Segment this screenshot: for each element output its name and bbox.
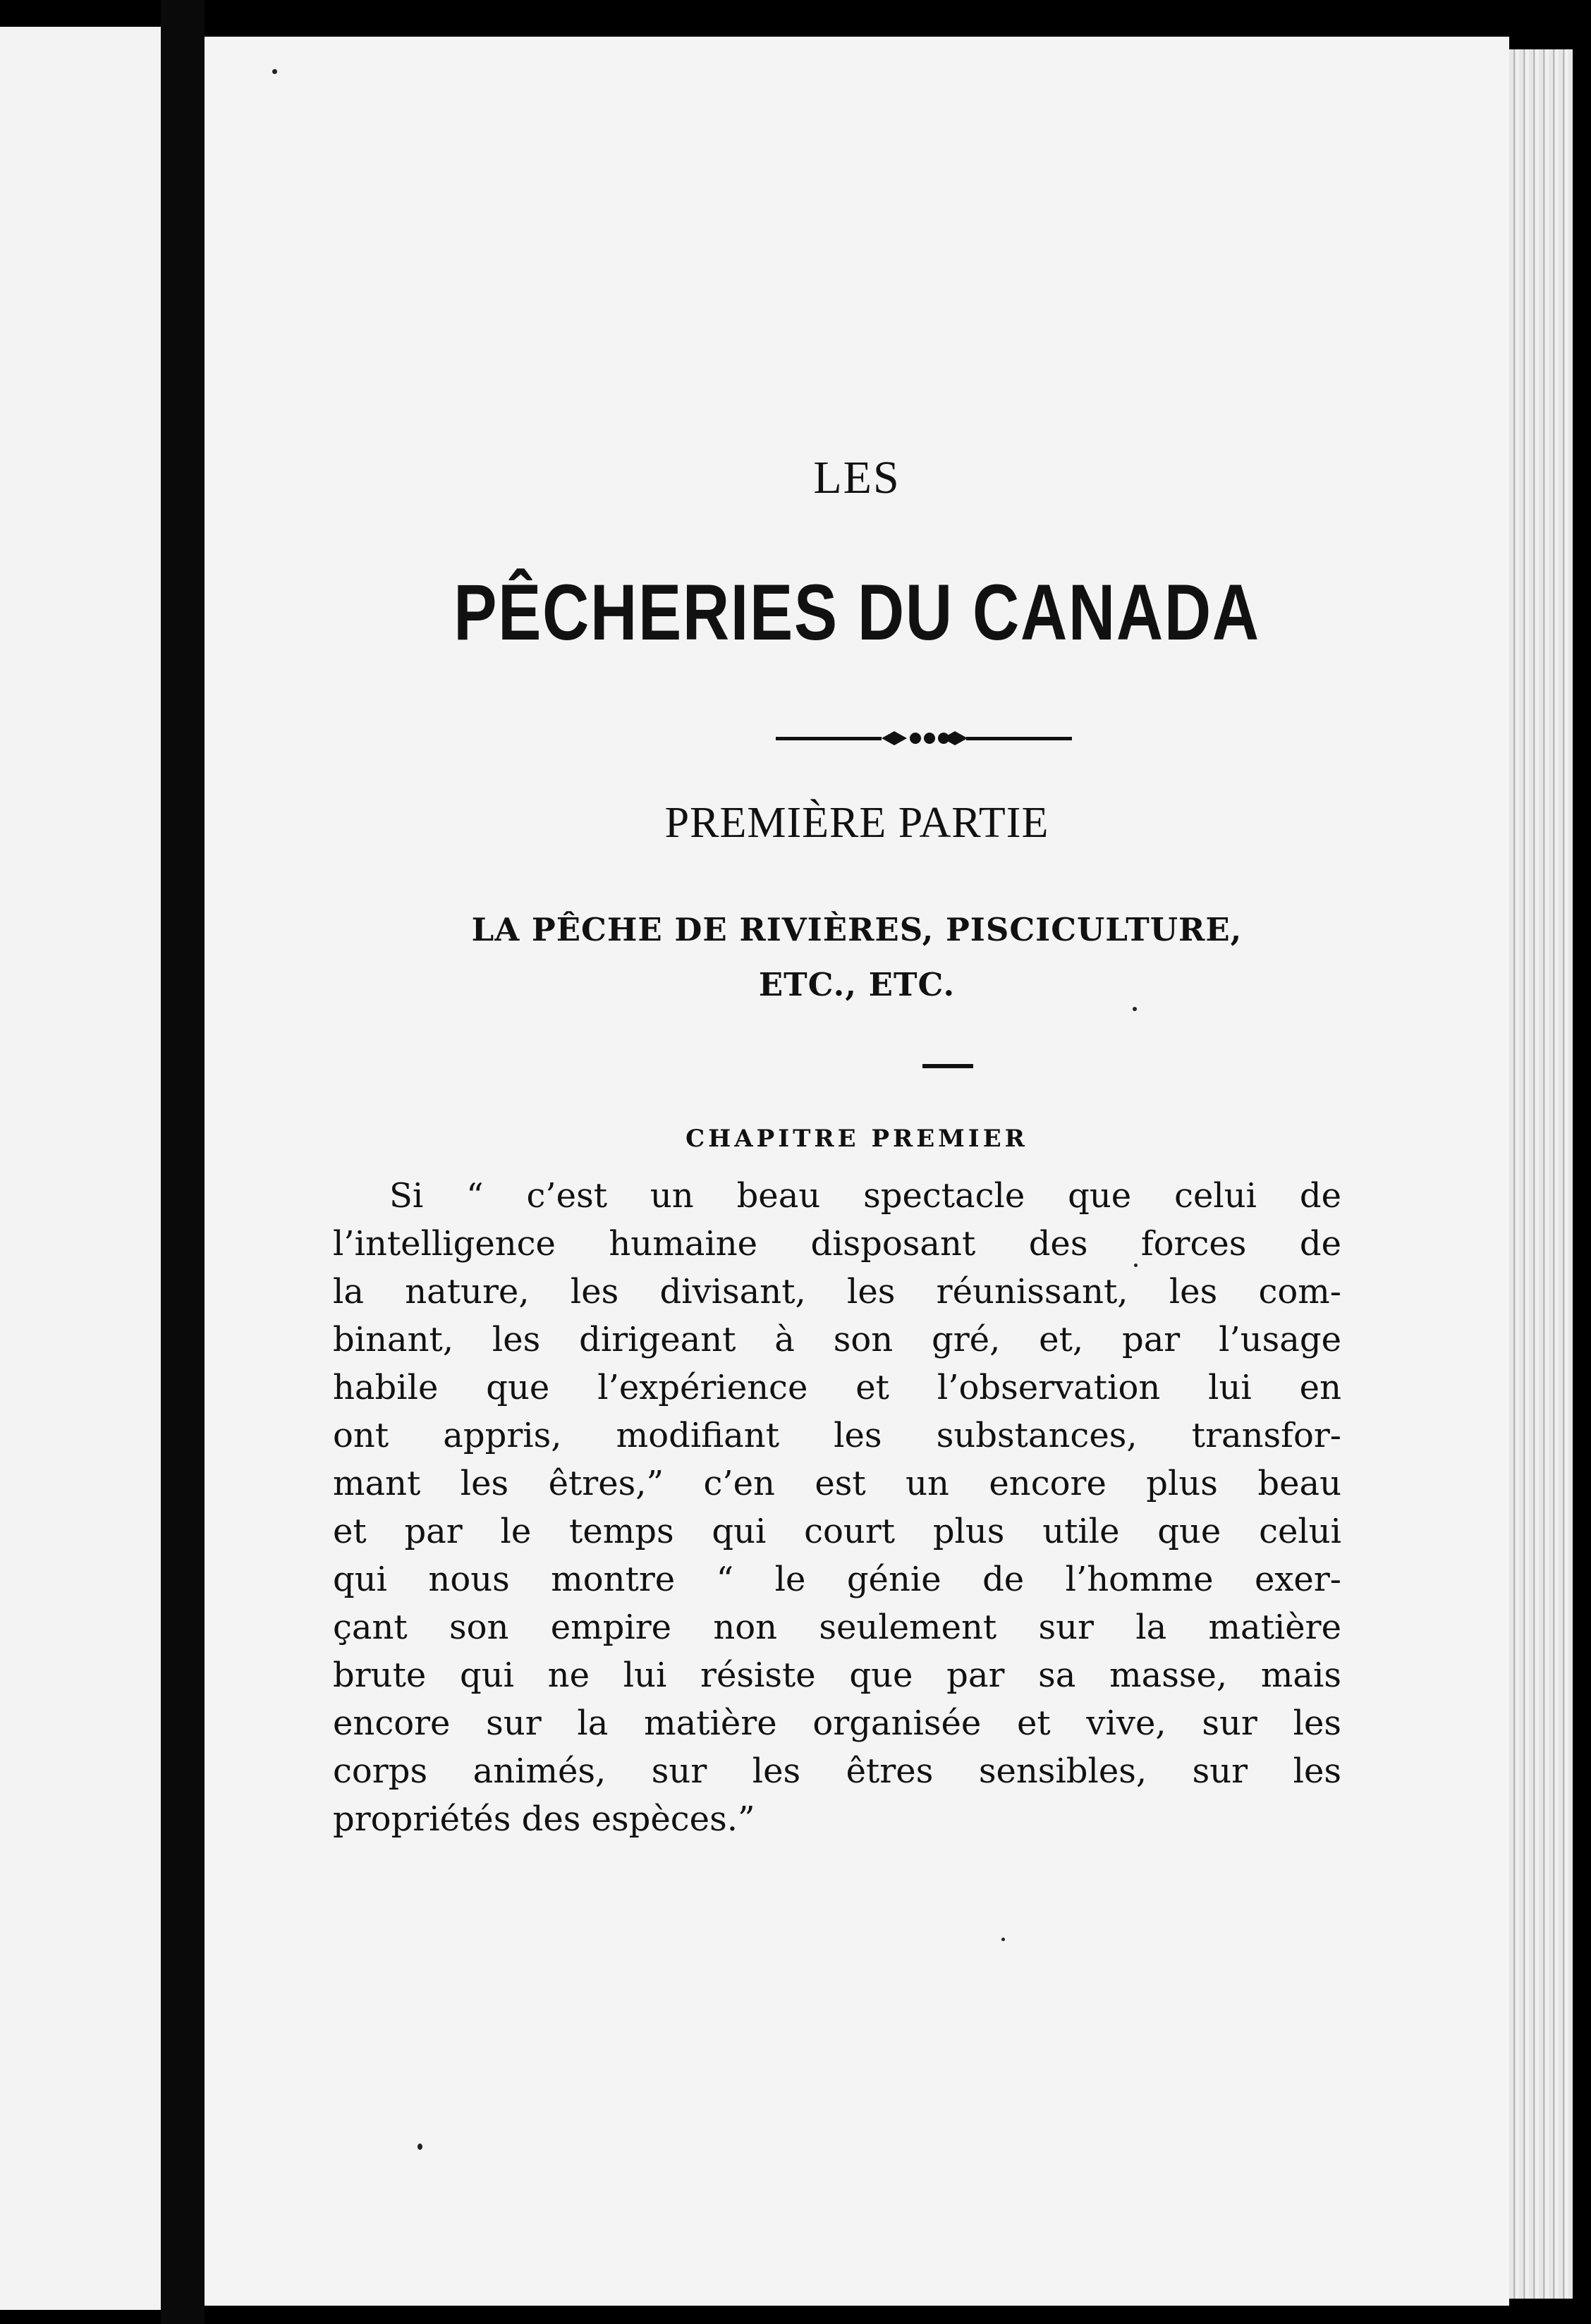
body-line: ont appris, modifiant les substances, transfor- [333,1416,1341,1455]
part-title: PREMIÈRE PARTIE [664,799,1049,847]
body-line: çant son empire non seulement sur la matière [333,1608,1341,1647]
print-speck [1134,1264,1138,1267]
print-speck [272,69,277,74]
body-line: et par le temps qui court plus utile que celui [333,1512,1341,1551]
body-line: brute qui ne lui résiste que par sa masse, mais [333,1656,1341,1695]
body-line: corps animés, sur les êtres sensibles, sur les [333,1751,1341,1791]
chapter-heading: CHAPITRE PREMIER [685,1125,1028,1153]
body-line: l’intelligence humaine disposant des forces de [333,1224,1341,1264]
ornament-rule [776,724,1072,752]
body-line: habile que l’expérience et l’observation lui en [333,1368,1341,1407]
section-subtitle-line-2: ETC., ETC. [758,966,956,1003]
book-gutter [161,0,205,2324]
short-rule [922,1064,973,1068]
body-line: encore sur la matière organisée et vive, sur les [333,1704,1341,1743]
body-line: qui nous montre “ le génie de l’homme exer- [333,1560,1341,1599]
body-line: binant, les dirigeant à son gré, et, par l’usage [333,1320,1341,1359]
facing-page-edge [0,27,161,2310]
print-speck [417,2143,422,2150]
print-speck [1001,1938,1005,1941]
section-subtitle-line-1: LA PÊCHE DE RIVIÈRES, PISCICULTURE, [471,911,1243,948]
body-line: mant les êtres,” c’en est un encore plus beau [333,1464,1341,1503]
body-line: Si “ c’est un beau spectacle que celui de [389,1176,1341,1216]
body-line: propriétés des espèces.” [333,1799,755,1839]
print-speck [1133,1007,1137,1011]
page-fore-edge [1509,49,1573,2299]
main-title: PÊCHERIES DU CANADA [453,568,1260,656]
body-paragraph [333,1172,1341,1843]
title-prefix: LES [813,452,901,503]
body-line: la nature, les divisant, les réunissant, les com- [333,1272,1341,1311]
book-page [205,37,1509,2306]
